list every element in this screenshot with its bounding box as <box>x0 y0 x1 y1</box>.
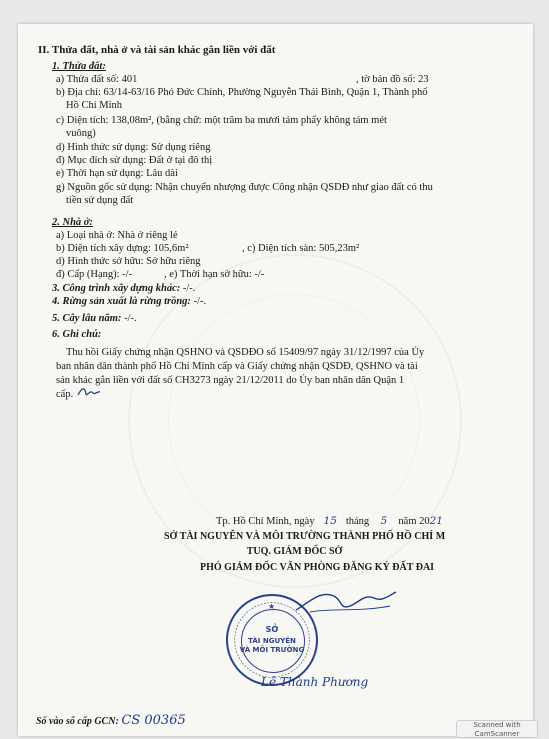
usage-term: e) Thời hạn sử dụng: Lâu dài <box>56 168 178 179</box>
camscanner-line-2: CamScanner <box>474 730 520 738</box>
notes-title: 6. Ghi chú: <box>52 329 102 340</box>
camscanner-badge <box>456 720 538 738</box>
usage-purpose: đ) Mục đích sử dụng: Đất ở tại đô thị <box>56 155 213 166</box>
watermark-ring-inner <box>168 294 420 546</box>
registry-label: Số vào sổ cấp GCN: <box>36 716 119 727</box>
signer-role: PHÓ GIÁM ĐỐC VĂN PHÒNG ĐĂNG KÝ ĐẤT ĐAI <box>200 562 435 573</box>
initials-signature <box>76 385 102 399</box>
usage-origin-line-1: g) Nguồn gốc sử dụng: Nhận chuyển nhượng được Công nhận QSDĐ như giao đất có thu <box>56 182 433 193</box>
section-heading: II. Thửa đất, nhà ở và tài sản khác gắn liền với đất <box>38 44 276 56</box>
signer-name: Lê Thành Phương <box>261 675 369 689</box>
date-month: 5 <box>380 515 388 527</box>
date-line <box>216 515 443 528</box>
planted-forest-value: -/-. <box>190 296 207 307</box>
registry-number <box>36 714 186 728</box>
area-line-2: vuông) <box>66 128 96 139</box>
land-plot-number: a) Thửa đất số: 401 <box>56 74 138 85</box>
tuq-line <box>18 545 533 558</box>
date-place: Tp. Hồ Chí Minh, ngày <box>216 516 315 527</box>
construction-area: b) Diện tích xây dựng: 105,6m² <box>56 243 189 254</box>
house-type: a) Loại nhà ở: Nhà ở riêng lẻ <box>56 230 178 241</box>
address-line-1: b) Địa chỉ: 63/14-63/16 Phó Đức Chính, Phường Nguyễn Thái Bình, Quận 1, Thành phố <box>56 87 428 98</box>
date-year: 21 <box>429 515 443 527</box>
usage-form: d) Hình thức sử dụng: Sử dụng riêng <box>56 142 211 153</box>
ownership-term: , e) Thời hạn sở hữu: -/- <box>164 269 265 280</box>
floor-area: , c) Diện tích sàn: 505,23m² <box>242 243 360 254</box>
date-month-label: tháng <box>345 516 370 527</box>
planted-forest-label: 4. Rừng sản xuất là rừng trồng: <box>52 296 191 307</box>
other-construction <box>52 282 195 295</box>
notes-line-3: sản khác gắn liền với đất số CH3273 ngày 21/12/2011 do Ủy ban nhân dân Quận 1 <box>56 375 405 386</box>
seal-line-3: VÀ MÔI TRƯỜNG <box>239 646 305 654</box>
seal-star-icon: ★ <box>268 602 276 611</box>
perennial-trees-label: 5. Cây lâu năm: <box>52 313 122 324</box>
notes-line-4: cấp. <box>56 389 74 400</box>
issuing-department: SỞ TÀI NGUYÊN VÀ MÔI TRƯỜNG THÀNH PHỐ HỒ CHÍ M <box>164 531 446 542</box>
usage-origin-line-2: tiền sử dụng đất <box>66 195 134 206</box>
house-title: 2. Nhà ở: <box>52 217 93 228</box>
other-construction-value: -/-. <box>180 283 196 294</box>
seal-line-1: SỞ <box>265 625 279 634</box>
ownership-form: d) Hình thức sở hữu: Sở hữu riêng <box>56 256 201 267</box>
seal-line-2: TÀI NGUYÊN <box>248 637 296 645</box>
perennial-trees <box>52 312 137 325</box>
land-title: 1. Thửa đất: <box>52 61 106 72</box>
certificate-page <box>18 24 533 736</box>
notes-line-2: ban nhân dân thành phố Hồ Chí Minh cấp và Giấy chứng nhận QSDĐ, QSHNO và tài <box>56 361 418 372</box>
area-line-1: c) Diện tích: 138,08m², (bằng chữ: một trăm ba mươi tám phẩy không tám mét <box>56 115 387 126</box>
other-construction-label: 3. Công trình xây dựng khác: <box>52 283 181 294</box>
director-signature <box>290 582 400 622</box>
date-day: 15 <box>323 515 337 527</box>
address-line-2: Hồ Chí Minh <box>66 100 123 111</box>
registry-value: CS 00365 <box>121 713 186 728</box>
notes-line-1: Thu hồi Giấy chứng nhận QSHNO và QSDĐO số 15409/97 ngày 31/12/1997 của Ủy <box>66 347 425 358</box>
date-year-label: năm 20 <box>398 516 430 527</box>
perennial-trees-value: -/-. <box>121 313 137 324</box>
planted-forest <box>52 295 206 308</box>
house-grade: đ) Cấp (Hạng): -/- <box>56 269 133 280</box>
camscanner-line-1: Scanned with <box>473 721 521 729</box>
map-sheet-number: , tờ bản đồ số: 23 <box>356 74 429 85</box>
tuq-director: TUQ. GIÁM ĐỐC SỞ <box>246 546 343 557</box>
